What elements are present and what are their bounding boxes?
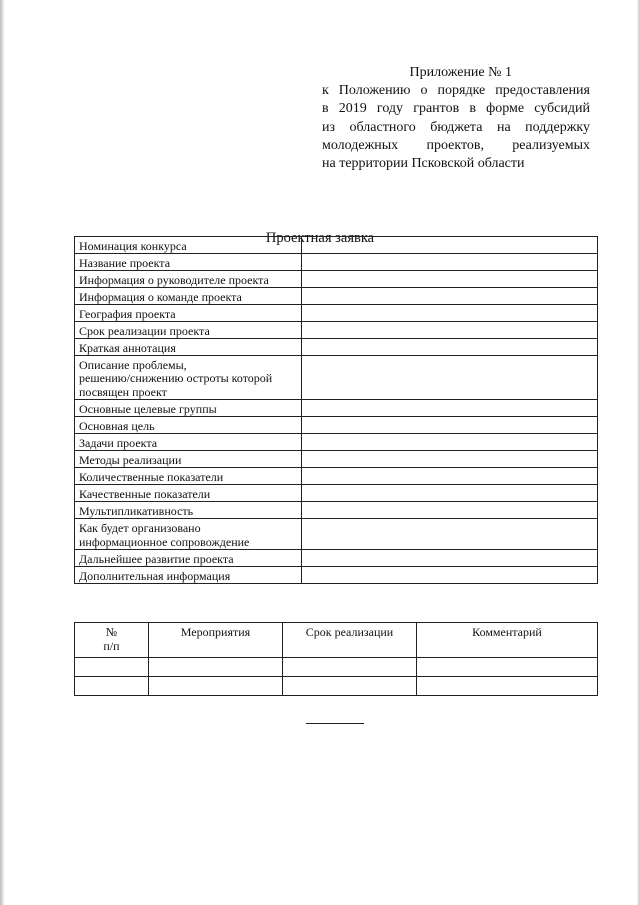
form-row-value[interactable]	[302, 356, 598, 400]
form-row-value[interactable]	[302, 434, 598, 451]
form-row-label: Количественные показатели	[75, 468, 302, 485]
form-row-label: Задачи проекта	[75, 434, 302, 451]
form-row-label: Дополнительная информация	[75, 567, 302, 584]
form-row-label: География проекта	[75, 305, 302, 322]
annex-line: к Положению о порядке предоставления	[322, 83, 590, 99]
annex-line: молодежных проектов, реализуемых	[322, 137, 590, 153]
form-row-label: Основная цель	[75, 417, 302, 434]
annex-line: из областного бюджета на поддержку	[322, 119, 590, 135]
annex-header	[322, 64, 590, 173]
action-plan-table	[74, 622, 598, 696]
form-row-value[interactable]	[302, 502, 598, 519]
form-row-value[interactable]	[302, 417, 598, 434]
plan-header-number-line: п/п	[103, 638, 120, 653]
form-row-label-line: Как будет организовано	[79, 521, 201, 535]
form-row-value[interactable]	[302, 485, 598, 502]
plan-header-number	[75, 623, 149, 658]
form-row	[75, 519, 598, 550]
form-row-label: Срок реализации проекта	[75, 322, 302, 339]
form-row	[75, 254, 598, 271]
form-row-value[interactable]	[302, 567, 598, 584]
form-row	[75, 502, 598, 519]
plan-cell-deadline[interactable]	[283, 658, 417, 677]
form-row-value[interactable]	[302, 519, 598, 550]
form-row	[75, 288, 598, 305]
form-row-label: Номинация конкурса	[75, 237, 302, 254]
form-row-value[interactable]	[302, 271, 598, 288]
form-row	[75, 237, 598, 254]
form-row-value[interactable]	[302, 237, 598, 254]
form-row	[75, 400, 598, 417]
form-row	[75, 417, 598, 434]
form-row-value[interactable]	[302, 339, 598, 356]
form-row-value[interactable]	[302, 550, 598, 567]
application-form-table	[74, 236, 598, 584]
plan-cell-activity[interactable]	[149, 658, 283, 677]
form-row	[75, 550, 598, 567]
form-row-label-line: Описание проблемы,	[79, 357, 187, 372]
form-row	[75, 567, 598, 584]
annex-line: на территории Псковской области	[322, 156, 525, 172]
form-row-value[interactable]	[302, 451, 598, 468]
form-row-label: Дальнейшее развитие проекта	[75, 550, 302, 567]
plan-cell-comment[interactable]	[417, 677, 598, 696]
form-row-label	[75, 519, 302, 550]
plan-header-comment: Комментарий	[417, 623, 598, 658]
end-separator-line	[306, 723, 364, 724]
scan-edge-left	[0, 0, 4, 905]
form-row-value[interactable]	[302, 254, 598, 271]
annex-title: Приложение № 1	[409, 65, 512, 80]
form-row-value[interactable]	[302, 400, 598, 417]
document-title: Проектная заявка	[265, 230, 375, 246]
form-row	[75, 468, 598, 485]
form-row-label-line: посвящен проект	[79, 384, 167, 399]
form-row-label: Информация о руководителе проекта	[75, 271, 302, 288]
form-row-value[interactable]	[302, 322, 598, 339]
plan-header-deadline: Срок реализации	[283, 623, 417, 658]
plan-header-number-line: №	[105, 625, 118, 639]
form-row	[75, 356, 598, 400]
form-row	[75, 451, 598, 468]
form-row-label: Название проекта	[75, 254, 302, 271]
form-row-value[interactable]	[302, 305, 598, 322]
plan-cell-comment[interactable]	[417, 658, 598, 677]
form-row-value[interactable]	[302, 288, 598, 305]
form-row-label: Мультипликативность	[75, 502, 302, 519]
plan-cell-number[interactable]	[75, 677, 149, 696]
plan-cell-number[interactable]	[75, 658, 149, 677]
plan-cell-deadline[interactable]	[283, 677, 417, 696]
form-row-label	[75, 356, 302, 400]
form-row	[75, 339, 598, 356]
annex-line: в 2019 году грантов в форме субсидий	[322, 101, 590, 117]
form-row-value[interactable]	[302, 468, 598, 485]
form-row-label: Основные целевые группы	[75, 400, 302, 417]
plan-header-row	[75, 623, 598, 658]
form-row-label: Информация о команде проекта	[75, 288, 302, 305]
form-row	[75, 322, 598, 339]
form-row-label: Краткая аннотация	[75, 339, 302, 356]
form-row-label: Качественные показатели	[75, 485, 302, 502]
plan-row	[75, 658, 598, 677]
form-row-label-line: решению/снижению остроты которой	[79, 371, 273, 385]
form-row-label: Методы реализации	[75, 451, 302, 468]
form-row-label-line: информационное сопровождение	[79, 534, 250, 549]
form-row	[75, 485, 598, 502]
plan-header-activities: Мероприятия	[149, 623, 283, 658]
form-row	[75, 305, 598, 322]
plan-row	[75, 677, 598, 696]
form-row	[75, 434, 598, 451]
plan-cell-activity[interactable]	[149, 677, 283, 696]
form-row	[75, 271, 598, 288]
